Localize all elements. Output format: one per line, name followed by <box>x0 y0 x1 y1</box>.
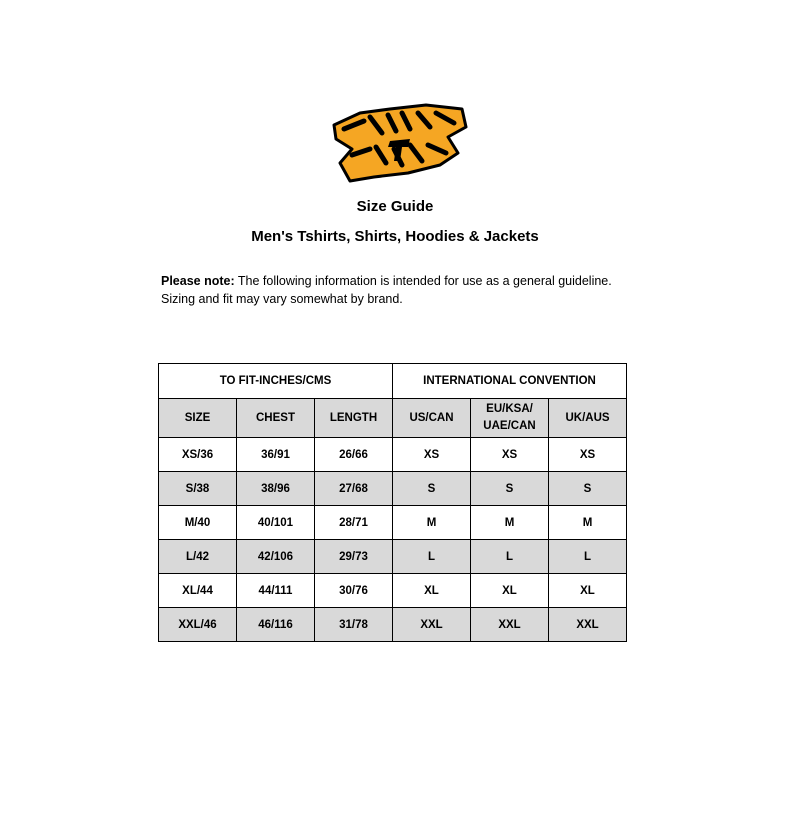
table-row <box>159 574 627 608</box>
page-title: Size Guide <box>356 198 434 215</box>
group-header-fit: TO FIT-INCHES/CMS <box>159 364 393 399</box>
table-cell: XXL <box>393 608 471 642</box>
table-cell: 27/68 <box>315 472 393 506</box>
table-cell: XXL/46 <box>159 608 237 642</box>
column-header: CHEST <box>237 399 315 438</box>
group-header-row <box>159 364 627 399</box>
table-row <box>159 608 627 642</box>
table-cell: XL <box>549 574 627 608</box>
table-cell: 30/76 <box>315 574 393 608</box>
campus-sutra-logo <box>330 103 470 183</box>
table-cell: 36/91 <box>237 438 315 472</box>
table-cell: M <box>393 506 471 540</box>
table-row <box>159 540 627 574</box>
table-cell: S <box>471 472 549 506</box>
table-row <box>159 438 627 472</box>
table-cell: XS <box>471 438 549 472</box>
table-cell: 42/106 <box>237 540 315 574</box>
table-cell: XXL <box>471 608 549 642</box>
size-table <box>158 363 627 642</box>
table-cell: 38/96 <box>237 472 315 506</box>
table-cell: L <box>549 540 627 574</box>
table-cell: 31/78 <box>315 608 393 642</box>
table-cell: 26/66 <box>315 438 393 472</box>
column-header: SIZE <box>159 399 237 438</box>
column-header: LENGTH <box>315 399 393 438</box>
table-cell: M <box>549 506 627 540</box>
table-cell: XS <box>393 438 471 472</box>
table-cell: 44/111 <box>237 574 315 608</box>
page-subtitle: Men's Tshirts, Shirts, Hoodies & Jackets <box>251 228 539 245</box>
table-cell: M/40 <box>159 506 237 540</box>
table-row <box>159 472 627 506</box>
column-header-row <box>159 399 627 438</box>
table-row <box>159 506 627 540</box>
table-cell: XL/44 <box>159 574 237 608</box>
column-header: UK/AUS <box>549 399 627 438</box>
table-cell: XS/36 <box>159 438 237 472</box>
table-cell: XS <box>549 438 627 472</box>
table-cell: 46/116 <box>237 608 315 642</box>
table-cell: L <box>393 540 471 574</box>
note-paragraph <box>161 272 636 308</box>
table-cell: XXL <box>549 608 627 642</box>
column-header: US/CAN <box>393 399 471 438</box>
table-cell: 28/71 <box>315 506 393 540</box>
table-cell: 40/101 <box>237 506 315 540</box>
column-header: EU/KSA/ UAE/CAN <box>471 399 549 438</box>
table-cell: L/42 <box>159 540 237 574</box>
table-cell: L <box>471 540 549 574</box>
table-cell: S <box>549 472 627 506</box>
table-cell: S <box>393 472 471 506</box>
table-cell: XL <box>393 574 471 608</box>
note-text: The following information is intended for use as a general guideline. Sizing and fit may vary somewhat by brand. <box>161 274 612 306</box>
note-label: Please note: <box>161 274 235 288</box>
table-cell: S/38 <box>159 472 237 506</box>
table-cell: XL <box>471 574 549 608</box>
table-cell: M <box>471 506 549 540</box>
group-header-international: INTERNATIONAL CONVENTION <box>393 364 627 399</box>
table-cell: 29/73 <box>315 540 393 574</box>
